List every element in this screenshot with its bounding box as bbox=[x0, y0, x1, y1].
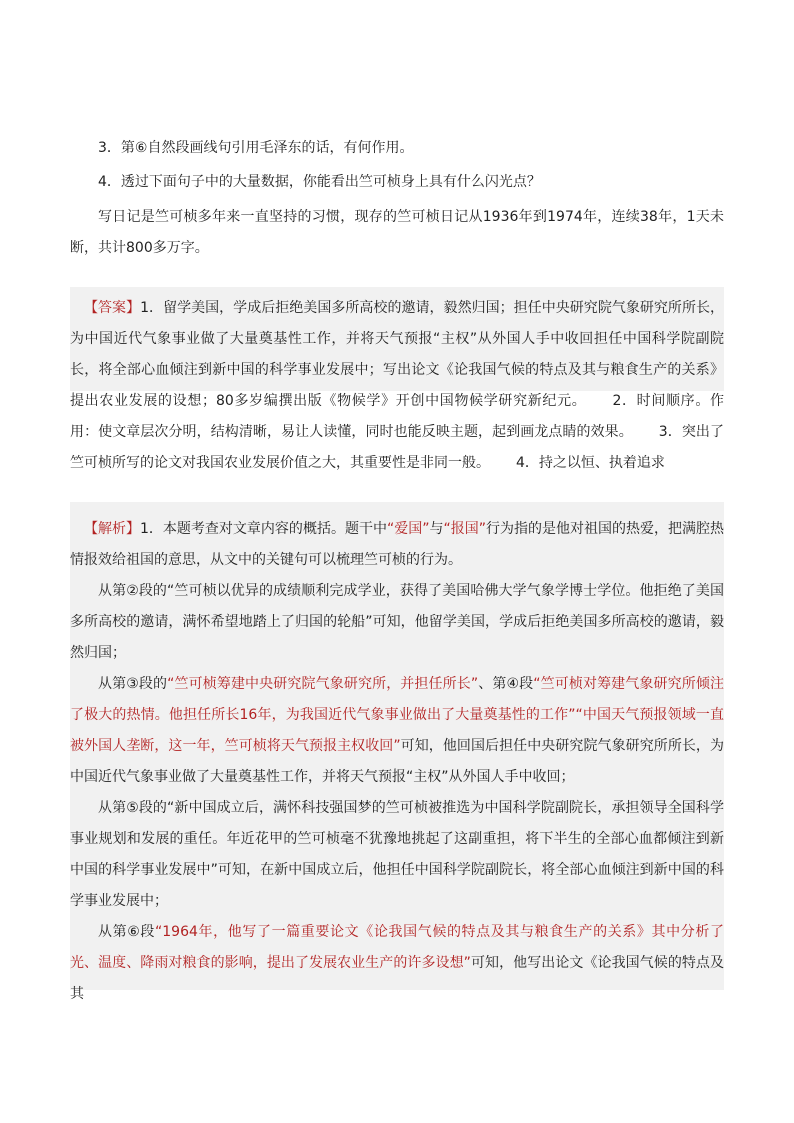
quoted-sentence: 写日记是竺可桢多年来一直坚持的习惯，现存的竺可桢日记从1936年到1974年，连续38年，1天未断，共计800多万字。 bbox=[70, 209, 724, 256]
answer-2: 2．时间顺序。作用：使文章层次分明，结构清晰，易让人读懂，同时也能反映主题，起到画龙点睛的效果。 bbox=[70, 393, 724, 440]
answer-3: 3．突出了竺可桢所写的论文对我国农业发展价值之大，其重要性是非同一般。 bbox=[70, 424, 724, 471]
analysis-intro: 【解析】1．本题考查对文章内容的概括。题干中“爱国”与“报国”行为指的是他对祖国的热爱，把满腔热情报效给祖国的意思，从文中的关键句可以梳理竺可桢的行为。 bbox=[70, 521, 725, 568]
analysis-paragraph-5: 从第⑥段“1964年，他写了一篇重要论文《论我国气候的特点及其与粮食生产的关系》其中分析了光、温度、降雨对粮食的影响，提出了发展农业生产的许多设想”可知，他写出论文《论我国气候的特点及其 bbox=[70, 924, 724, 1002]
analysis-paragraph-4: 从第⑤段的“新中国成立后，满怀科技强国梦的竺可桢被推选为中国科学院副院长，承担领导全国科学事业规划和发展的重任。年近花甲的竺可桢毫不犹豫地挑起了这副重担，将下半生的全部心血都倾注到新中国的科学事业发展中”可知，在新中国成立后，他担任中国科学院副院长，将全部心血倾注到新中国的科学事业发展中； bbox=[70, 800, 724, 909]
analysis-paragraph-2: 从第②段的“竺可桢以优异的成绩顺利完成学业，获得了美国哈佛大学气象学博士学位。他拒绝了美国多所高校的邀请，满怀希望地踏上了归国的轮船”可知，他留学美国，学成后拒绝美国多所高校的邀请，毅然归国； bbox=[70, 583, 724, 661]
answer-1: 1．留学美国，学成后拒绝美国多所高校的邀请，毅然归国；担任中央研究院气象研究所所长，为中国近代气象事业做了大量奠基性工作，并将天气预报“主权”从外国人手中收回担任中国科学院副院长，将全部心血倾注到新中国的科学事业发展中；写出论文《论我国气候的特点及其与粮食生产的关系》提出农业发展的设想；80多岁编撰出版《物候学》开创中国物候学研究新纪元。 bbox=[70, 300, 725, 409]
answer-text bbox=[70, 293, 724, 479]
analysis-text bbox=[70, 514, 724, 1010]
answer-tag: 【答案】 bbox=[84, 300, 141, 316]
analysis-tag: 【解析】 bbox=[84, 521, 141, 537]
answer-4: 4．持之以恒、执着追求 bbox=[516, 455, 665, 471]
question-4: 4．透过下面句子中的大量数据，你能看出竺可桢身上具有什么闪光点？ bbox=[98, 174, 541, 190]
question-3: 3．第⑥自然段画线句引用毛泽东的话，有何作用。 bbox=[98, 140, 414, 156]
analysis-paragraph-3: 从第③段的“竺可桢筹建中央研究院气象研究所，并担任所长”、第④段“竺可桢对筹建气象研究所倾注了极大的热情。他担任所长16年，为我国近代气象事业做出了大量奠基性的工作”“中国天气预报领域一直被外国人垄断，这一年，竺可桢将天气预报主权收回”可知，他回国后担任中央研究院气象研究所所长，为中国近代气象事业做了大量奠基性工作，并将天气预报“主权”从外国人手中收回； bbox=[70, 676, 724, 785]
